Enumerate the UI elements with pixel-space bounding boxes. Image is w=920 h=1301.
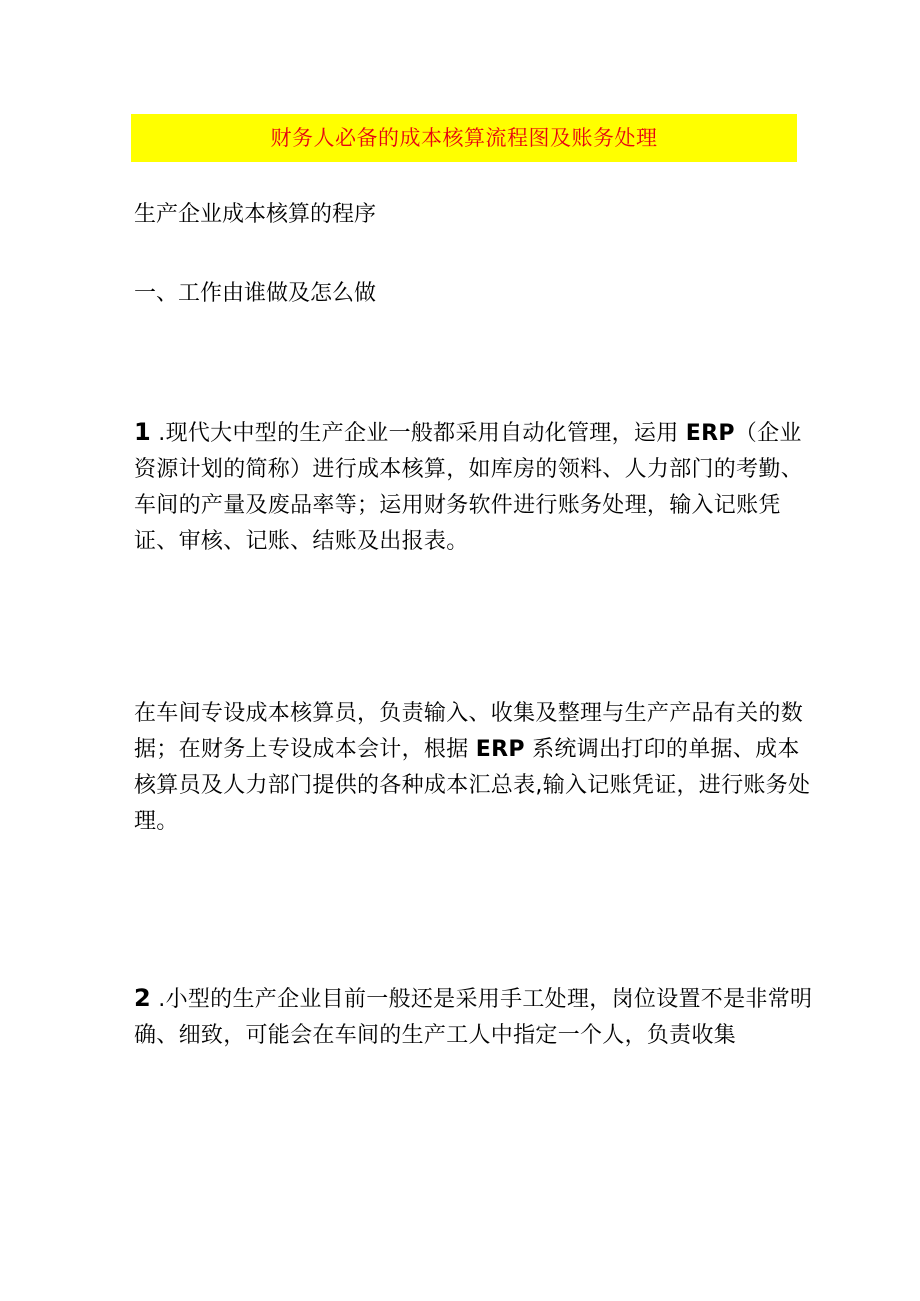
paragraph-2-erp: ERP bbox=[475, 737, 525, 762]
paragraph-1-erp: ERP bbox=[685, 421, 735, 446]
subsection-heading: 一、工作由谁做及怎么做 bbox=[134, 281, 377, 306]
paragraph-3-text: .小型的生产企业目前一般还是采用手工处理，岗位设置不是非常明确、细致，可能会在车间的生产工人中指定一个人，负责收集 bbox=[134, 987, 813, 1048]
paragraph-2 bbox=[134, 696, 814, 840]
paragraph-1-number: 1 bbox=[134, 418, 151, 446]
document-title: 财务人必备的成本核算流程图及账务处理 bbox=[270, 125, 658, 150]
paragraph-3 bbox=[134, 980, 814, 1054]
paragraph-2-text-a: 在车间专设成本核算员，负责输入、收集及整理与生产产品有关的数据；在财务上专设成本会计，根据 bbox=[134, 701, 804, 762]
paragraph-1-text-b: （企业资源计划的简称）进行成本核算，如库房的领料、人力部门的考勤、车间的产量及废品率等；运用财务软件进行账务处理，输入记账凭证、审核、记账、结账及出报表。 bbox=[134, 421, 804, 554]
paragraph-1-text-a: .现代大中型的生产企业一般都采用自动化管理，运用 bbox=[151, 421, 686, 446]
paragraph-1 bbox=[134, 414, 814, 560]
section-heading: 生产企业成本核算的程序 bbox=[134, 202, 377, 227]
paragraph-2-text-b: 系统调出打印的单据、成本核算员及人力部门提供的各种成本汇总表,输入记账凭证，进行账务处理。 bbox=[134, 737, 811, 834]
title-banner bbox=[131, 114, 797, 162]
paragraph-3-number: 2 bbox=[134, 984, 151, 1012]
